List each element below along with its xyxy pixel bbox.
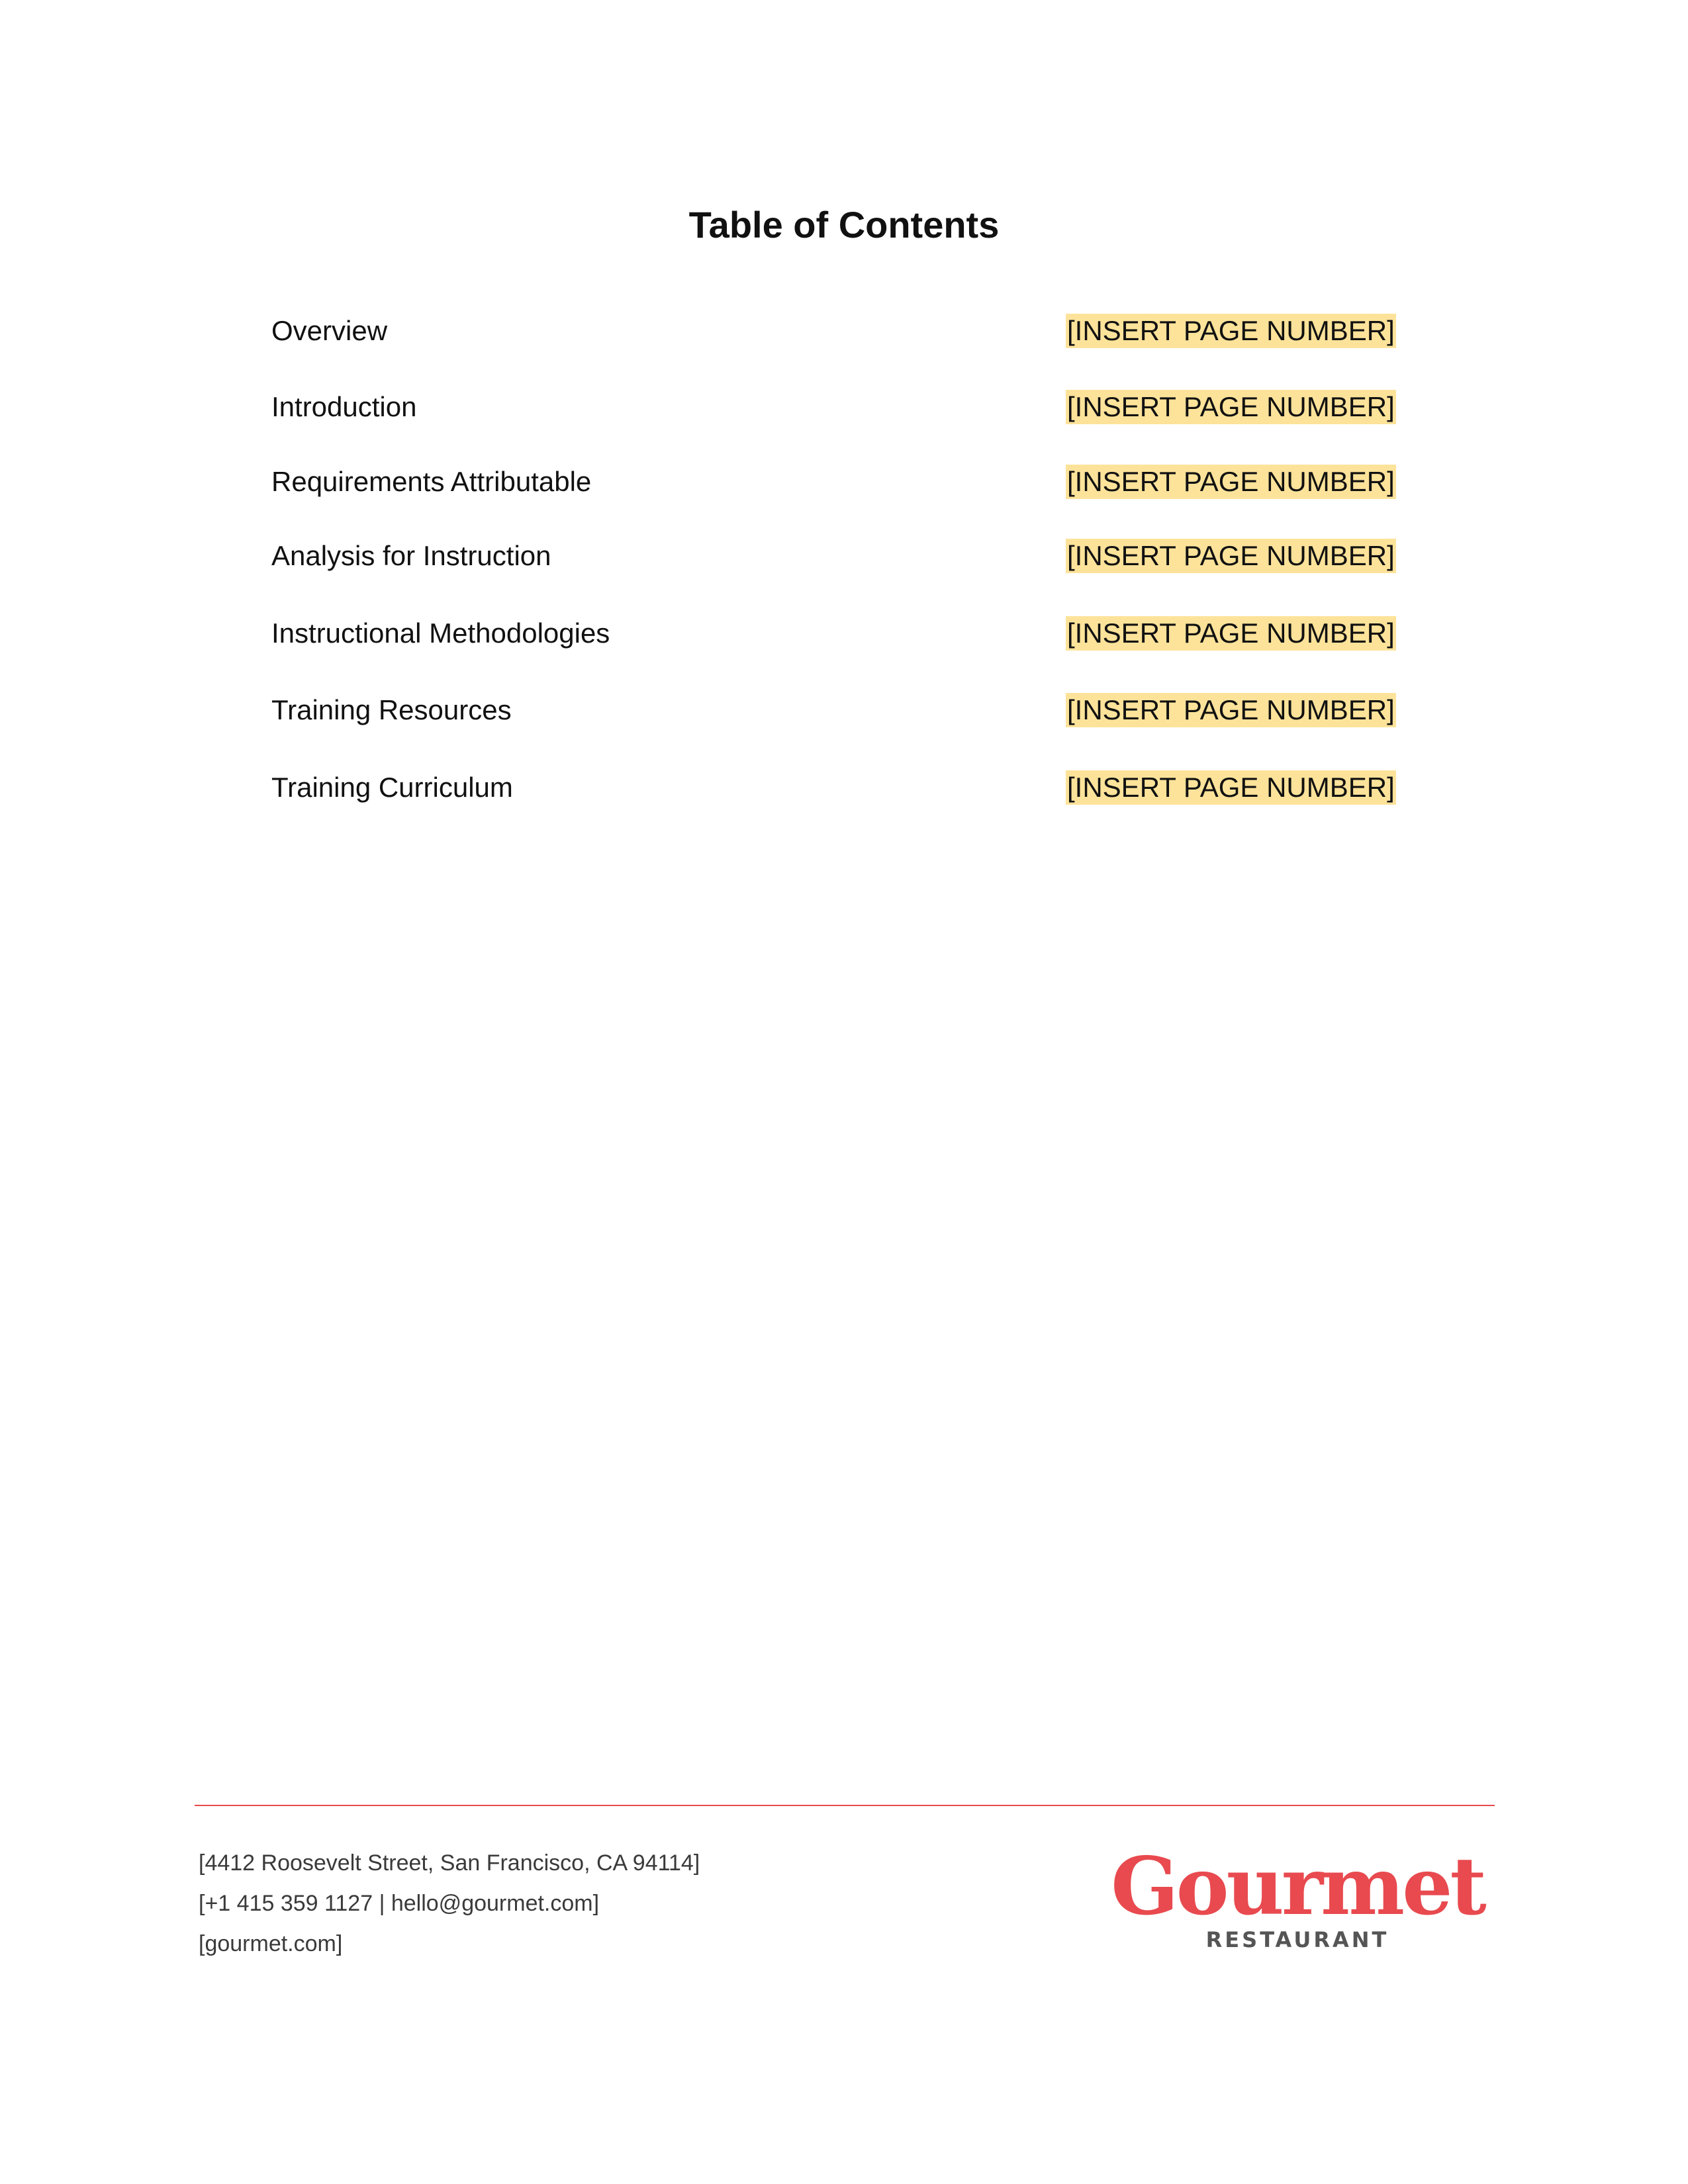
toc-page-number-placeholder: [INSERT PAGE NUMBER] (1066, 616, 1396, 651)
toc-entry-label: Overview (271, 315, 388, 346)
logo-wordmark: Gourmet (1111, 1840, 1484, 1933)
toc-page-number-placeholder: [INSERT PAGE NUMBER] (1066, 465, 1396, 499)
footer-phone-email: [+1 415 359 1127 | hello@gourmet.com] (199, 1891, 600, 1916)
toc-entry (271, 614, 1395, 653)
toc-entry-label: Analysis for Instruction (271, 540, 551, 571)
toc-entry (271, 387, 1395, 427)
toc-page-number-placeholder: [INSERT PAGE NUMBER] (1066, 693, 1396, 727)
logo-tagline: RESTAURANT (1205, 1927, 1389, 1952)
toc-entry-label: Training Resources (271, 694, 512, 725)
toc-entry (271, 462, 1395, 502)
footer-contact-info (199, 1843, 927, 1964)
toc-entry (271, 690, 1395, 730)
toc-page-number-placeholder: [INSERT PAGE NUMBER] (1066, 390, 1396, 424)
footer-divider (195, 1805, 1495, 1806)
footer-address: [4412 Roosevelt Street, San Francisco, CA 94114] (199, 1850, 700, 1876)
gourmet-restaurant-logo (1111, 1840, 1484, 1959)
toc-entry-label: Training Curriculum (271, 772, 513, 803)
page-title: Table of Contents (688, 204, 1000, 246)
toc-entry-label: Requirements Attributable (271, 466, 592, 497)
toc-page-number-placeholder: [INSERT PAGE NUMBER] (1066, 539, 1396, 573)
logo-graphic (1111, 1840, 1484, 1959)
toc-page-number-placeholder: [INSERT PAGE NUMBER] (1066, 770, 1396, 805)
toc-entry-label: Instructional Methodologies (271, 617, 610, 649)
toc-entry (271, 536, 1395, 576)
toc-page-number-placeholder: [INSERT PAGE NUMBER] (1066, 314, 1396, 348)
footer-website: [gourmet.com] (199, 1931, 343, 1956)
toc-entry (271, 311, 1395, 351)
toc-entry-label: Introduction (271, 391, 417, 422)
toc-entry (271, 768, 1395, 807)
